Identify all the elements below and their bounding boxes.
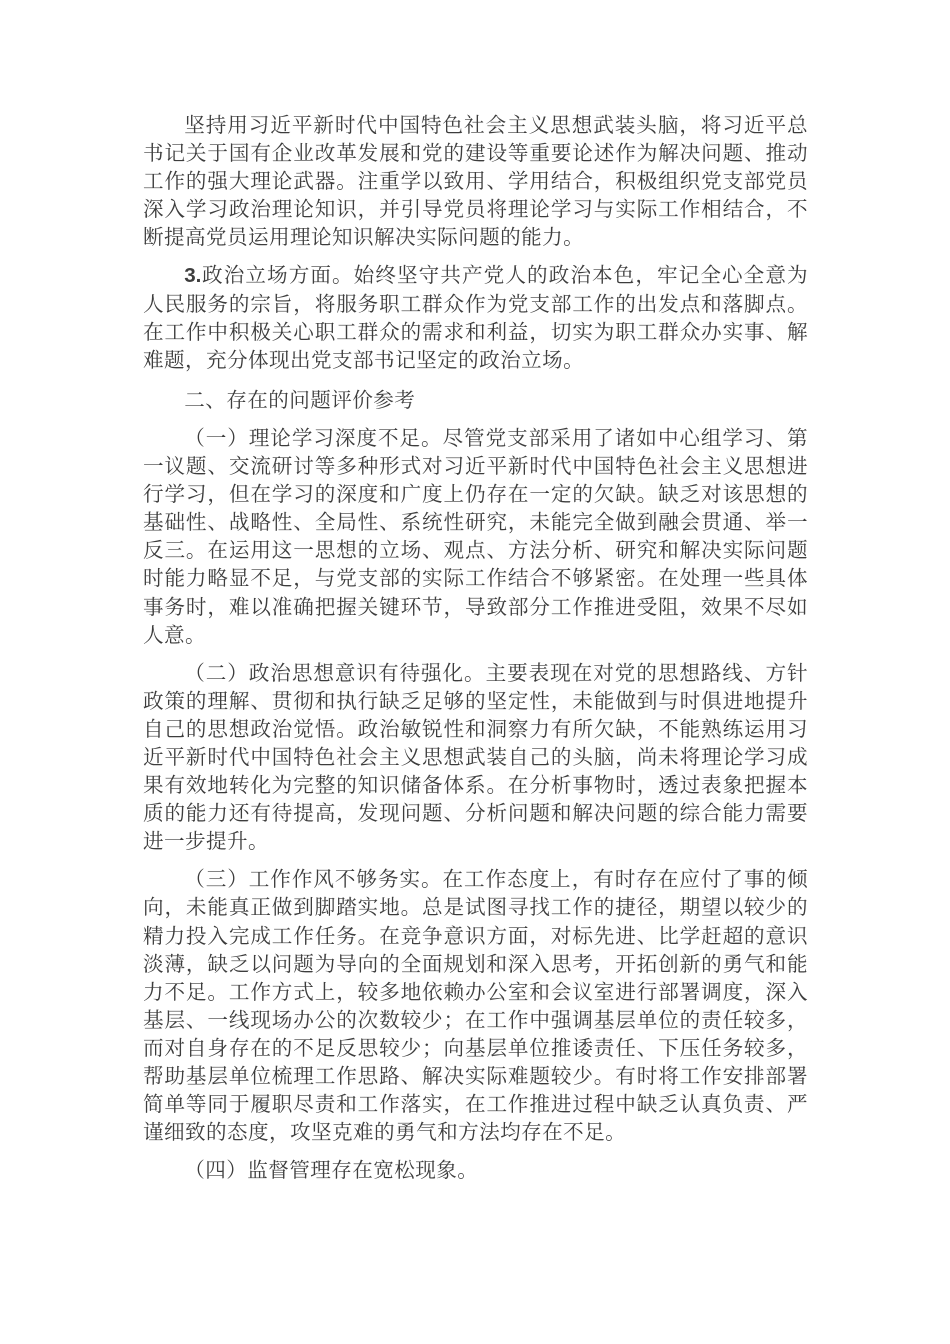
paragraph-number: 3. xyxy=(184,264,202,288)
paragraph-political-stance-text: 政治立场方面。始终坚守共产党人的政治本色，牢记全心全意为人民服务的宗旨，将服务职工群众作为党支部工作的出发点和落脚点。在工作中积极关心职工群众的需求和利益，切实为职工群众办实事、解难题，充分体现出党支部书记坚定的政治立场。 xyxy=(143,264,808,372)
section-heading-two: 二、存在的问题评价参考 xyxy=(184,388,416,412)
paragraph-item-four: （四）监督管理存在宽松现象。 xyxy=(184,1159,479,1183)
paragraph-item-three: （三）工作作风不够务实。在工作态度上，有时存在应付了事的倾向，未能真正做到脚踏实地。总是试图寻找工作的捷径，期望以较少的精力投入完成工作任务。在竞争意识方面，对标先进、比学赶超的意识淡薄，缺乏以问题为导向的全面规划和深入思考，开拓创新的勇气和能力不足。工作方式上，较多地依赖办公室和会议室进行部署调度，深入基层、一线现场办公的次数较少；在工作中强调基层单位的责任较多，而对自身存在的不足反思较少；向基层单位推诿责任、下压任务较多，帮助基层单位梳理工作思路、解决实际难题较少。有时将工作安排部署简单等同于履职尽责和工作落实，在工作推进过程中缺乏认真负责、严谨细致的态度，攻坚克难的勇气和方法均存在不足。 xyxy=(143,868,808,1145)
paragraph-political-stance xyxy=(143,262,808,374)
document-body xyxy=(143,112,808,1185)
paragraph-item-two: （二）政治思想意识有待强化。主要表现在对党的思想路线、方针政策的理解、贯彻和执行缺乏足够的坚定性，未能做到与时俱进地提升自己的思想政治觉悟。政治敏锐性和洞察力有所欠缺，不能熟练运用习近平新时代中国特色社会主义思想武装自己的头脑，尚未将理论学习成果有效地转化为完整的知识储备体系。在分析事物时，透过表象把握本质的能力还有待提高，发现问题、分析问题和解决问题的综合能力需要进一步提升。 xyxy=(143,661,808,854)
paragraph-theory-arming: 坚持用习近平新时代中国特色社会主义思想武装头脑，将习近平总书记关于国有企业改革发展和党的建设等重要论述作为解决问题、推动工作的强大理论武器。注重学以致用、学用结合，积极组织党支部党员深入学习政治理论知识，并引导党员将理论学习与实际工作相结合，不断提高党员运用理论知识解决实际问题的能力。 xyxy=(143,114,808,250)
paragraph-item-one: （一）理论学习深度不足。尽管党支部采用了诸如中心组学习、第一议题、交流研讨等多种形式对习近平新时代中国特色社会主义思想进行学习，但在学习的深度和广度上仍存在一定的欠缺。缺乏对该思想的基础性、战略性、全局性、系统性研究，未能完全做到融会贯通、举一反三。在运用这一思想的立场、观点、方法分析、研究和解决实际问题时能力略显不足，与党支部的实际工作结合不够紧密。在处理一些具体事务时，难以准确把握关键环节，导致部分工作推进受阻，效果不尽如人意。 xyxy=(143,426,808,647)
